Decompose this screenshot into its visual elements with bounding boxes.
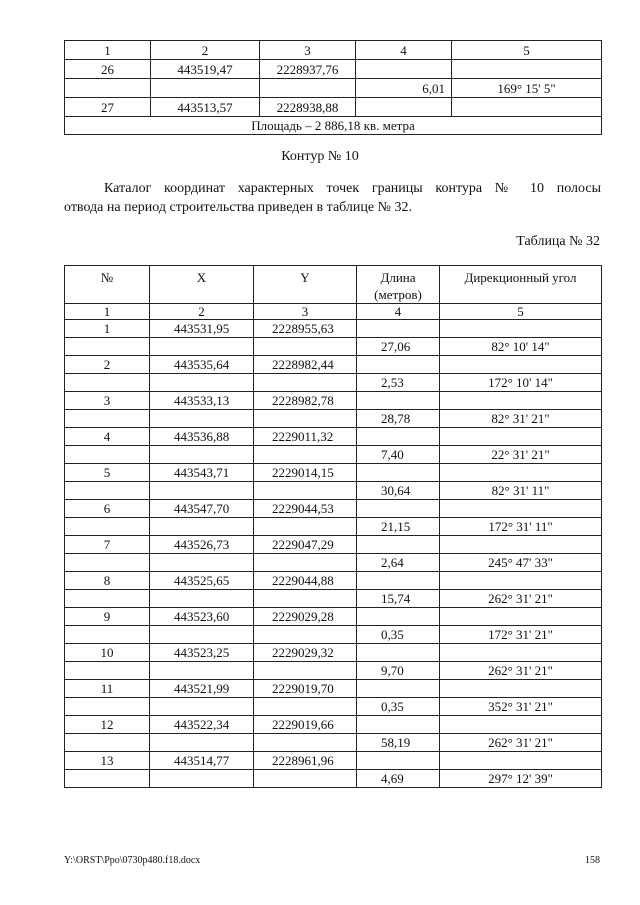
point-number: 3 xyxy=(65,392,150,410)
length xyxy=(357,608,440,626)
point-number: 9 xyxy=(65,608,150,626)
coord-x: 443525,65 xyxy=(150,572,254,590)
index-cell: 3 xyxy=(254,304,357,320)
coord-x xyxy=(150,770,254,788)
angle xyxy=(452,60,602,79)
angle xyxy=(440,536,602,554)
header-y: Y xyxy=(254,266,357,304)
point-number xyxy=(65,698,150,716)
table-row xyxy=(65,590,602,608)
table-row xyxy=(65,644,602,662)
length xyxy=(357,356,440,374)
table-row xyxy=(65,608,602,626)
length: 0,35 xyxy=(357,626,440,644)
coord-y xyxy=(254,446,357,464)
point-number xyxy=(65,79,151,98)
table-row xyxy=(65,680,602,698)
table-row xyxy=(65,734,602,752)
point-number xyxy=(65,374,150,392)
coord-x: 443523,25 xyxy=(150,644,254,662)
coord-x xyxy=(150,734,254,752)
length: 2,53 xyxy=(357,374,440,392)
coord-y: 2229044,88 xyxy=(254,572,357,590)
angle: 172° 31' 11" xyxy=(440,518,602,536)
angle: 262° 31' 21" xyxy=(440,662,602,680)
table-row xyxy=(65,716,602,734)
table-row xyxy=(65,338,602,356)
table-row xyxy=(65,464,602,482)
coord-y xyxy=(254,374,357,392)
coord-y xyxy=(254,338,357,356)
table-row xyxy=(65,554,602,572)
angle xyxy=(440,428,602,446)
length: 9,70 xyxy=(357,662,440,680)
point-number xyxy=(65,770,150,788)
area-row xyxy=(65,117,602,135)
point-number: 12 xyxy=(65,716,150,734)
table-row xyxy=(65,500,602,518)
length: 27,06 xyxy=(357,338,440,356)
point-number: 4 xyxy=(65,428,150,446)
coord-y xyxy=(254,626,357,644)
paragraph-line-1: Каталог координат характерных точек границы контура № 10 полосы xyxy=(104,181,601,196)
table-row xyxy=(65,392,602,410)
length: 0,35 xyxy=(357,698,440,716)
header-length: Длина (метров) xyxy=(357,266,440,304)
index-cell: 4 xyxy=(356,41,452,60)
angle xyxy=(440,320,602,338)
coord-y xyxy=(254,734,357,752)
angle: 262° 31' 21" xyxy=(440,590,602,608)
table-row xyxy=(65,374,602,392)
point-number: 10 xyxy=(65,644,150,662)
angle xyxy=(440,356,602,374)
coord-y: 2228955,63 xyxy=(254,320,357,338)
coord-x: 443519,47 xyxy=(151,60,260,79)
footer-file-path: Y:\ORST\Ppo\0730p480.f18.docx xyxy=(64,855,201,866)
point-number xyxy=(65,626,150,644)
angle: 82° 31' 11" xyxy=(440,482,602,500)
length xyxy=(357,320,440,338)
coord-y: 2228961,96 xyxy=(254,752,357,770)
length xyxy=(357,392,440,410)
length: 2,64 xyxy=(357,554,440,572)
point-number xyxy=(65,662,150,680)
coord-y xyxy=(254,482,357,500)
point-number xyxy=(65,518,150,536)
length xyxy=(357,644,440,662)
angle: 352° 31' 21" xyxy=(440,698,602,716)
table-row xyxy=(65,428,602,446)
coord-x xyxy=(150,590,254,608)
length: 6,01 xyxy=(356,79,452,98)
point-number xyxy=(65,338,150,356)
table-row xyxy=(65,626,602,644)
coord-x: 443547,70 xyxy=(150,500,254,518)
length: 28,78 xyxy=(357,410,440,428)
header-angle: Дирекционный угол xyxy=(440,266,602,304)
coord-x: 443521,99 xyxy=(150,680,254,698)
coord-y: 2229029,28 xyxy=(254,608,357,626)
length xyxy=(357,752,440,770)
coord-x xyxy=(150,554,254,572)
angle: 262° 31' 21" xyxy=(440,734,602,752)
coord-x: 443523,60 xyxy=(150,608,254,626)
coord-x xyxy=(150,698,254,716)
length: 58,19 xyxy=(357,734,440,752)
coord-y xyxy=(254,698,357,716)
coord-y: 2228982,78 xyxy=(254,392,357,410)
coordinates-table-continued xyxy=(64,40,602,135)
table-index-row xyxy=(65,41,602,60)
angle: 22° 31' 21" xyxy=(440,446,602,464)
point-number: 11 xyxy=(65,680,150,698)
coord-y: 2229047,29 xyxy=(254,536,357,554)
index-cell: 3 xyxy=(260,41,356,60)
angle: 169° 15' 5" xyxy=(452,79,602,98)
point-number xyxy=(65,446,150,464)
footer-page-number: 158 xyxy=(585,855,600,866)
coord-x xyxy=(150,338,254,356)
point-number: 7 xyxy=(65,536,150,554)
index-cell: 2 xyxy=(151,41,260,60)
coord-y: 2228938,88 xyxy=(260,98,356,117)
length xyxy=(356,60,452,79)
table-title: Таблица № 32 xyxy=(516,234,600,249)
coord-y: 2229019,66 xyxy=(254,716,357,734)
table-index-row xyxy=(65,304,602,320)
angle xyxy=(440,572,602,590)
table-header-row xyxy=(65,266,602,304)
coord-x xyxy=(150,410,254,428)
coord-y xyxy=(254,554,357,572)
coordinates-table-32 xyxy=(64,265,602,788)
length xyxy=(357,464,440,482)
coord-y xyxy=(254,410,357,428)
table-row xyxy=(65,356,602,374)
angle: 82° 31' 21" xyxy=(440,410,602,428)
angle: 245° 47' 33" xyxy=(440,554,602,572)
angle: 297° 12' 39" xyxy=(440,770,602,788)
table-row xyxy=(65,752,602,770)
length xyxy=(357,572,440,590)
coord-x xyxy=(150,626,254,644)
coord-x: 443533,13 xyxy=(150,392,254,410)
angle: 172° 31' 21" xyxy=(440,626,602,644)
index-cell: 2 xyxy=(150,304,254,320)
angle xyxy=(440,392,602,410)
contour-heading: Контур № 10 xyxy=(281,149,359,164)
coord-x: 443531,95 xyxy=(150,320,254,338)
point-number: 6 xyxy=(65,500,150,518)
point-number: 13 xyxy=(65,752,150,770)
coord-x: 443535,64 xyxy=(150,356,254,374)
coord-x: 443536,88 xyxy=(150,428,254,446)
paragraph-line-2: отвода на период строительства приведен в таблице № 32. xyxy=(64,200,412,215)
table-row xyxy=(65,572,602,590)
coord-y: 2229014,15 xyxy=(254,464,357,482)
header-number: № xyxy=(65,266,150,304)
length: 4,69 xyxy=(357,770,440,788)
length xyxy=(356,98,452,117)
point-number xyxy=(65,554,150,572)
length xyxy=(357,500,440,518)
header-x: X xyxy=(150,266,254,304)
coord-x: 443543,71 xyxy=(150,464,254,482)
length xyxy=(357,716,440,734)
coord-y: 2229029,32 xyxy=(254,644,357,662)
point-number xyxy=(65,590,150,608)
coord-x xyxy=(150,374,254,392)
point-number: 26 xyxy=(65,60,151,79)
table-row xyxy=(65,536,602,554)
length: 15,74 xyxy=(357,590,440,608)
length: 21,15 xyxy=(357,518,440,536)
coord-y xyxy=(254,770,357,788)
table-row xyxy=(65,662,602,680)
table-row xyxy=(65,60,602,79)
point-number xyxy=(65,734,150,752)
coord-y xyxy=(254,662,357,680)
point-number: 1 xyxy=(65,320,150,338)
angle xyxy=(452,98,602,117)
coord-x: 443526,73 xyxy=(150,536,254,554)
table-row xyxy=(65,770,602,788)
table-row xyxy=(65,446,602,464)
angle xyxy=(440,644,602,662)
coord-y xyxy=(254,590,357,608)
index-cell: 5 xyxy=(452,41,602,60)
coord-x: 443522,34 xyxy=(150,716,254,734)
point-number xyxy=(65,410,150,428)
coord-x: 443514,77 xyxy=(150,752,254,770)
index-cell: 1 xyxy=(65,304,150,320)
coord-x xyxy=(151,79,260,98)
angle xyxy=(440,752,602,770)
table-row xyxy=(65,320,602,338)
coord-y: 2228982,44 xyxy=(254,356,357,374)
angle xyxy=(440,608,602,626)
length xyxy=(357,536,440,554)
point-number: 5 xyxy=(65,464,150,482)
table-row xyxy=(65,698,602,716)
angle xyxy=(440,680,602,698)
coord-x xyxy=(150,446,254,464)
table-row xyxy=(65,482,602,500)
length: 7,40 xyxy=(357,446,440,464)
length xyxy=(357,680,440,698)
coord-x xyxy=(150,482,254,500)
angle: 82° 10' 14" xyxy=(440,338,602,356)
coord-y: 2229019,70 xyxy=(254,680,357,698)
coord-y xyxy=(260,79,356,98)
coord-x xyxy=(150,518,254,536)
index-cell: 5 xyxy=(440,304,602,320)
point-number xyxy=(65,482,150,500)
coord-x: 443513,57 xyxy=(151,98,260,117)
coord-y: 2228937,76 xyxy=(260,60,356,79)
length: 30,64 xyxy=(357,482,440,500)
point-number: 2 xyxy=(65,356,150,374)
coord-y: 2229011,32 xyxy=(254,428,357,446)
index-cell: 4 xyxy=(357,304,440,320)
table-row xyxy=(65,410,602,428)
table-row xyxy=(65,98,602,117)
table-row xyxy=(65,79,602,98)
angle xyxy=(440,716,602,734)
length xyxy=(357,428,440,446)
angle xyxy=(440,464,602,482)
index-cell: 1 xyxy=(65,41,151,60)
coord-y: 2229044,53 xyxy=(254,500,357,518)
angle: 172° 10' 14" xyxy=(440,374,602,392)
coord-x xyxy=(150,662,254,680)
angle xyxy=(440,500,602,518)
point-number: 27 xyxy=(65,98,151,117)
table-row xyxy=(65,518,602,536)
point-number: 8 xyxy=(65,572,150,590)
coord-y xyxy=(254,518,357,536)
area-total: Площадь – 2 886,18 кв. метра xyxy=(65,117,602,135)
